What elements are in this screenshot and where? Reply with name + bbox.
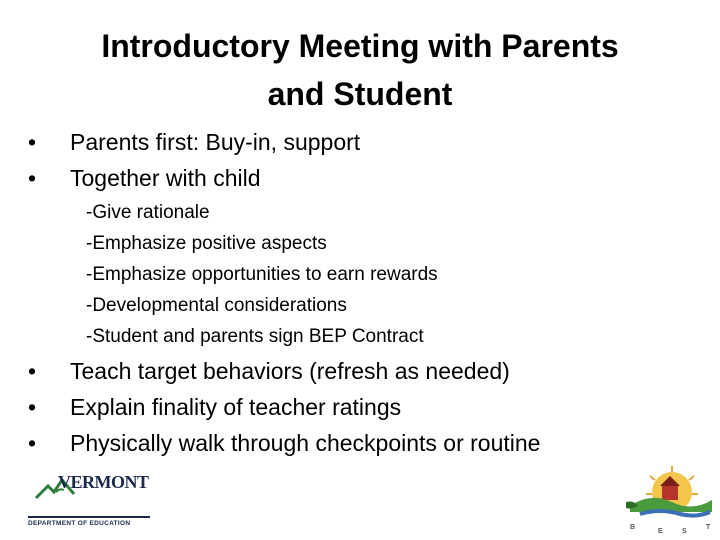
bullet-text: Together with child [70,165,261,191]
sub-item: -Emphasize opportunities to earn rewards [86,264,438,285]
bullet-item [28,389,688,425]
bullet-item [28,353,688,389]
bullet-text: Parents first: Buy-in, support [70,129,361,155]
bullet-marker: • [28,394,37,420]
best-letter-e: E [658,528,663,535]
bullet-marker: • [28,430,37,456]
bullet-item [28,425,688,461]
slide-title [40,22,680,118]
bullet-text: Teach target behaviors (refresh as needed) [70,358,510,384]
best-letter-s: S [682,528,687,535]
slide-title-line-1: Introductory Meeting with Parents [101,28,619,64]
bullet-item [28,160,688,196]
bullet-marker: • [28,165,37,191]
sub-item-list [86,197,438,352]
vermont-logo-rule [28,516,150,518]
top-bullet-list [28,124,688,196]
sub-item: -Emphasize positive aspects [86,233,327,254]
bullet-item [28,124,688,160]
sub-item: -Give rationale [86,202,210,223]
sub-item: -Developmental considerations [86,295,347,316]
bullet-marker: • [28,129,37,155]
bottom-bullet-list [28,353,688,461]
bullet-text: Physically walk through checkpoints or routine [70,430,541,456]
bullet-text: Explain finality of teacher ratings [70,394,402,420]
bullet-marker: • [28,358,37,384]
best-letter-t: T [706,524,711,531]
best-letter-b: B [630,524,636,531]
slide-title-line-2: and Student [267,76,453,112]
vermont-dept-text: DEPARTMENT OF EDUCATION [28,520,131,527]
vermont-logo-text: VERMONT [58,472,149,492]
sub-item: -Student and parents sign BEP Contract [86,326,424,347]
